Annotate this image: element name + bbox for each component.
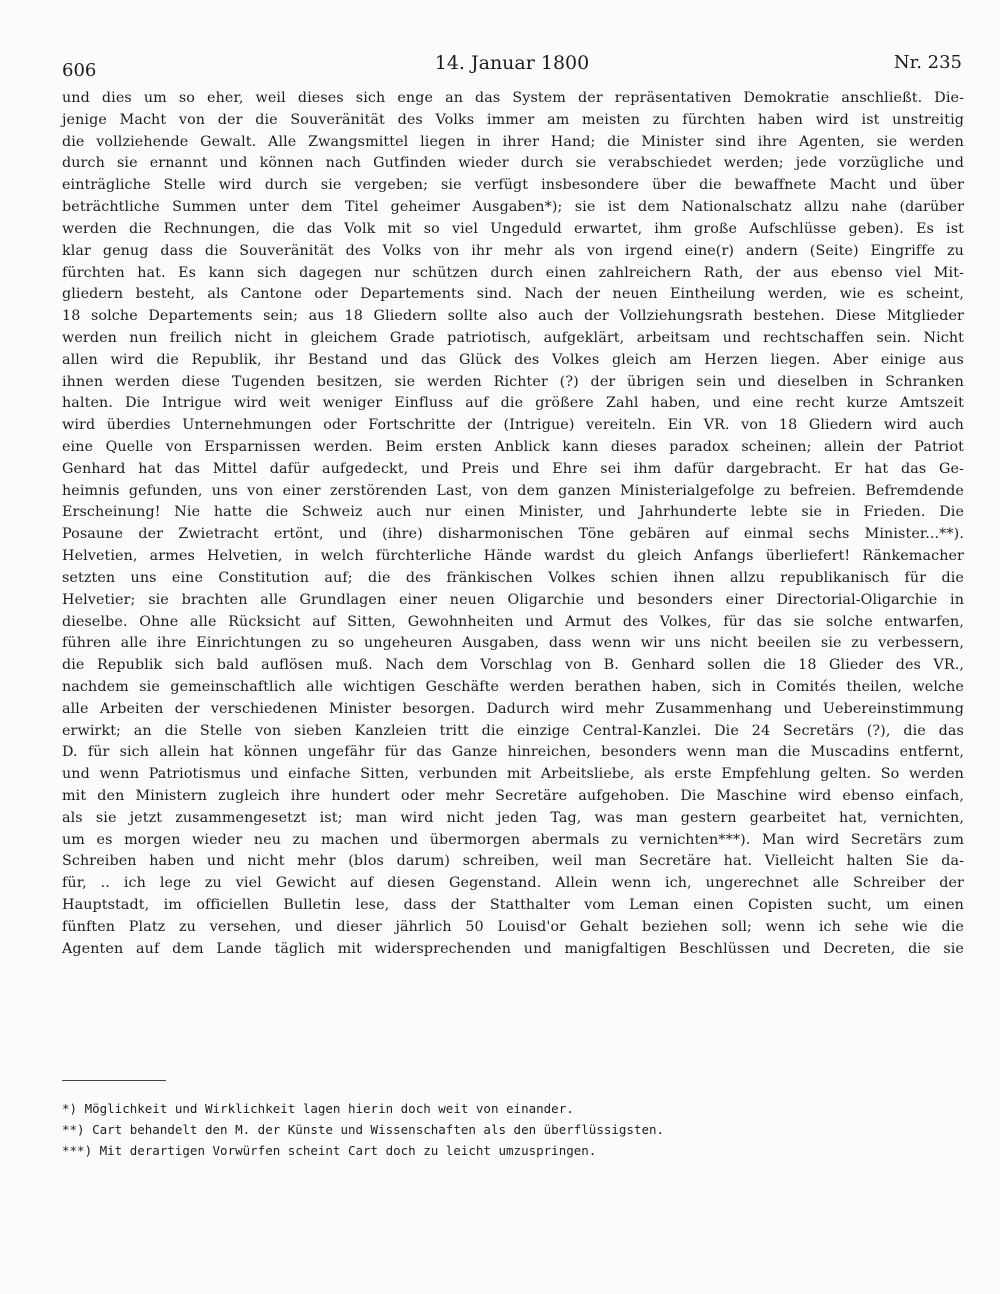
text-line: um es morgen wieder neu zu machen und übermorgen abermals zu vernichten***). Man wird Secretärs zum xyxy=(62,831,964,848)
text-line: wird überdies Unternehmungen oder Fortschritte der (Intrigue) vereiteln. Ein VR. von 18 Gliedern wird auch xyxy=(62,417,964,434)
page-number: 606 xyxy=(62,60,97,81)
page-header xyxy=(62,52,962,82)
text-line: durch sie ernannt und können nach Gutfinden wieder durch sie verabschiedet werden; jede vorzügliche und xyxy=(62,155,964,172)
text-line: heimnis gefunden, uns von einer zerstörenden Last, von dem ganzen Ministerialgefolge zu befreien. Befremdende xyxy=(62,482,964,499)
text-line: Schreiben haben und nicht mehr (blos darum) schreiben, weil man Secretäre hat. Vielleicht halten Sie da- xyxy=(62,853,964,870)
document-number: Nr. 235 xyxy=(893,52,962,73)
text-line: 18 solche Departements sein; aus 18 Gliedern sollte also auch der Vollziehungsrath bestehen. Diese Mitglieder xyxy=(62,308,964,325)
text-line: nachdem sie gemeinschaftlich alle wichtigen Geschäfte werden berathen haben, sich in Comités theilen, welche xyxy=(62,678,964,695)
text-line: allen wird die Republik, ihr Bestand und das Glück des Volkes gleich am Herzen liegen. Aber einige aus xyxy=(62,351,964,368)
text-line: die Republik sich bald auflösen muß. Nach dem Vorschlag von B. Genhard sollen die 18 Glieder des VR., xyxy=(62,657,964,674)
text-line: Erscheinung! Nie hatte die Schweiz auch nur einen Minister, und Jahrhunderte lebte sie in Frieden. Die xyxy=(62,504,964,521)
text-line: Genhard hat das Mittel dafür aufgedeckt, und Preis und Ehre sei ihm dafür dargebracht. Er hat das Ge- xyxy=(62,460,964,477)
text-line: halten. Die Intrigue wird weit weniger Einfluss auf die größere Zahl haben, und eine recht kurze Amtszeit xyxy=(62,395,964,412)
text-line: Agenten auf dem Lande täglich mit widersprechenden und manigfaltigen Beschlüssen und Decreten, die sie xyxy=(62,940,964,957)
text-line: erwirkt; an die Stelle von sieben Kanzleien tritt die einzige Central-Kanzlei. Die 24 Secretärs (?), die das xyxy=(62,722,964,739)
text-line: Helvetien, armes Helvetien, in welch fürchterliche Hände wardst du gleich Anfangs überliefert! Ränkemacher xyxy=(62,548,964,565)
footnote-2: **) Cart behandelt den M. der Künste und Wissenschaften als den überflüssigsten. xyxy=(62,1122,665,1137)
text-line: werden die Rechnungen, die das Volk mit so viel Ungeduld erwartet, ihm große Aufschlüsse geben). Es ist xyxy=(62,220,964,237)
text-line: gliedern besteht, als Cantone oder Departements sind. Nach der neuen Eintheilung werden, wie es scheint, xyxy=(62,286,964,303)
text-line: als sie jetzt zusammengesetzt ist; man wird nicht jeden Tag, was man gestern gearbeitet hat, vernichten, xyxy=(62,809,964,826)
text-line: D. für sich allein hat können ungefähr für das Ganze hinreichen, besonders wenn man die Muscadins entfernt, xyxy=(62,744,964,761)
header-date: 14. Januar 1800 xyxy=(434,52,590,74)
text-line: jenige Macht von der die Souveränität des Volks immer am meisten zu fürchten haben wird ist unstreitig xyxy=(62,111,964,128)
text-line: fünften Platz zu versehen, und dieser jährlich 50 Louisd'or Gehalt beziehen soll; wenn ich sehe wie die xyxy=(62,918,964,935)
text-line: beträchtliche Summen unter dem Titel geheimer Ausgaben*); sie ist dem Nationalschatz allzu nahe (darüber xyxy=(62,199,964,216)
text-line: werden nun freilich nicht in gleichem Grade patriotisch, aufgeklärt, arbeitsam und rechtschaffen sein. Nicht xyxy=(62,329,964,346)
text-line: dieselbe. Ohne alle Rücksicht auf Sitten, Gewohnheiten und Armut des Volkes, für das sie solche entwarfen, xyxy=(62,613,964,630)
footnote-divider xyxy=(62,1080,166,1081)
text-line: klar genug dass die Souveränität des Volks von ihr mehr als von irgend eine(r) andern (Seite) Eingriffe zu xyxy=(62,242,964,259)
footnote-1: *) Möglichkeit und Wirklichkeit lagen hierin doch weit von einander. xyxy=(62,1101,574,1116)
text-line: mit den Ministern zugleich ihre hundert oder mehr Secretäre aufgehoben. Die Maschine wird ebenso einfach, xyxy=(62,788,964,804)
footnote-3: ***) Mit derartigen Vorwürfen scheint Cart doch zu leicht umzuspringen. xyxy=(62,1143,597,1158)
text-line: Posaune der Zwietracht ertönt, und (ihre) disharmonischen Töne gebären auf einmal sechs Minister...**). xyxy=(62,526,964,543)
text-line: ihnen werden diese Tugenden besitzen, sie werden Richter (?) der übrigen sein und dieselben in Schranken xyxy=(62,373,964,390)
text-line: fürchten hat. Es kann sich dagegen nur schützen durch einen zahlreichern Rath, der aus ebenso viel Mit- xyxy=(62,264,964,281)
text-line: und dies um so eher, weil dieses sich enge an das System der repräsentativen Demokratie anschließt. Die- xyxy=(62,90,964,106)
text-line: einträgliche Stelle wird durch sie vergeben; sie verfügt insbesondere über die bewaffnete Macht und über xyxy=(62,177,964,194)
text-line: Helvetier; sie brachten alle Grundlagen einer neuen Oligarchie und besonders einer Directorial-Oligarchie in xyxy=(62,591,964,608)
text-line: eine Quelle von Ersparnissen werden. Beim ersten Anblick kann dieses paradox scheinen; allein der Patriot xyxy=(62,439,964,455)
body-text xyxy=(62,88,964,961)
text-line: und wenn Patriotismus und einfache Sitten, verbunden mit Arbeitsliebe, als erste Empfehlung gelten. So werden xyxy=(62,766,964,783)
text-line: für, .. ich lege zu viel Gewicht auf diesen Gegenstand. Allein wenn ich, ungerechnet alle Schreiber der xyxy=(62,875,964,892)
text-line: führen alle ihre Einrichtungen zu so ungeheuren Ausgaben, dass wenn wir uns nicht beeilen sie zu verbessern, xyxy=(62,635,964,652)
text-line: die vollziehende Gewalt. Alle Zwangsmittel liegen in ihrer Hand; die Minister sind ihre Agenten, sie werden xyxy=(62,133,964,150)
text-line: Hauptstadt, im officiellen Bulletin lese, dass der Statthalter vom Leman einen Copisten sucht, um einen xyxy=(62,897,964,914)
text-line: setzten uns eine Constitution auf; die des fränkischen Volkes schien ihnen allzu republikanisch für die xyxy=(62,569,964,586)
text-line: alle Arbeiten der verschiedenen Minister besorgen. Dadurch wird mehr Zusammenhang und Uebereinstimmung xyxy=(62,700,964,717)
